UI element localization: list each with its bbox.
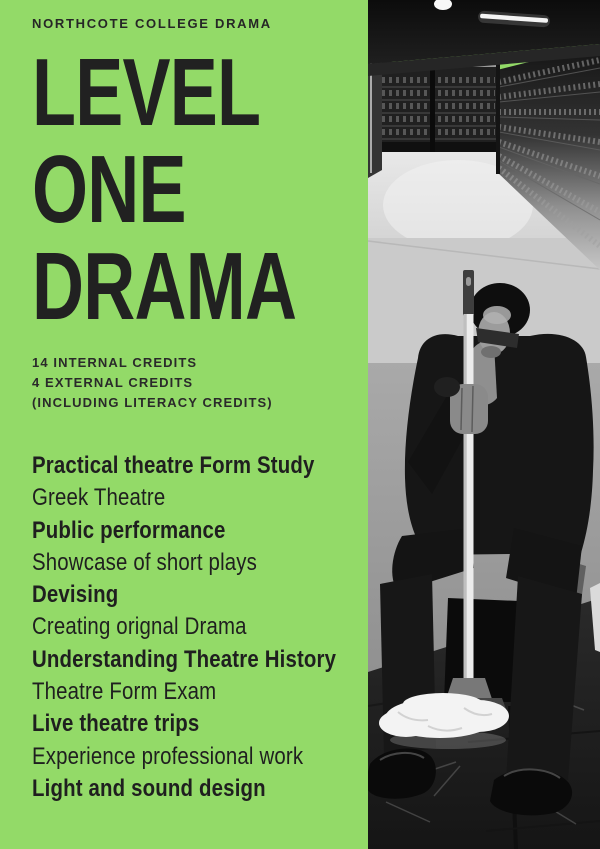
poster-title-line: DRAMA xyxy=(32,233,297,340)
drama-photo xyxy=(368,0,600,849)
poster-title xyxy=(32,39,368,340)
poster-title-line: LEVEL xyxy=(32,39,261,146)
credits-line: 4 EXTERNAL CREDITS xyxy=(32,375,194,390)
curriculum-item: Practical theatre Form Study xyxy=(32,452,315,479)
curriculum-item: Experience professional work xyxy=(32,742,304,770)
curriculum-item: Light and sound design xyxy=(32,774,266,802)
curriculum-list-wrap xyxy=(32,450,337,805)
curriculum-item: Public performance xyxy=(32,516,226,544)
figure-wristwatch xyxy=(434,377,460,397)
poster-eyebrow: NORTHCOTE COLLEGE DRAMA xyxy=(32,16,272,31)
credits-line: 14 INTERNAL CREDITS xyxy=(32,355,198,370)
curriculum-item: Live theatre trips xyxy=(32,710,200,738)
curriculum-item: Creating orignal Drama xyxy=(32,613,247,641)
poster-text-column xyxy=(32,0,368,805)
curriculum-item: Showcase of short plays xyxy=(32,548,258,576)
poster-title-line: ONE xyxy=(32,136,186,243)
curriculum-list xyxy=(32,450,337,805)
curriculum-item: Understanding Theatre History xyxy=(32,645,337,673)
curriculum-item: Theatre Form Exam xyxy=(32,678,217,706)
curriculum-item: Greek Theatre xyxy=(32,484,166,512)
credits-line: (INCLUDING LITERACY CREDITS) xyxy=(32,395,273,410)
credits-block xyxy=(32,353,368,413)
curriculum-item: Devising xyxy=(32,581,119,609)
